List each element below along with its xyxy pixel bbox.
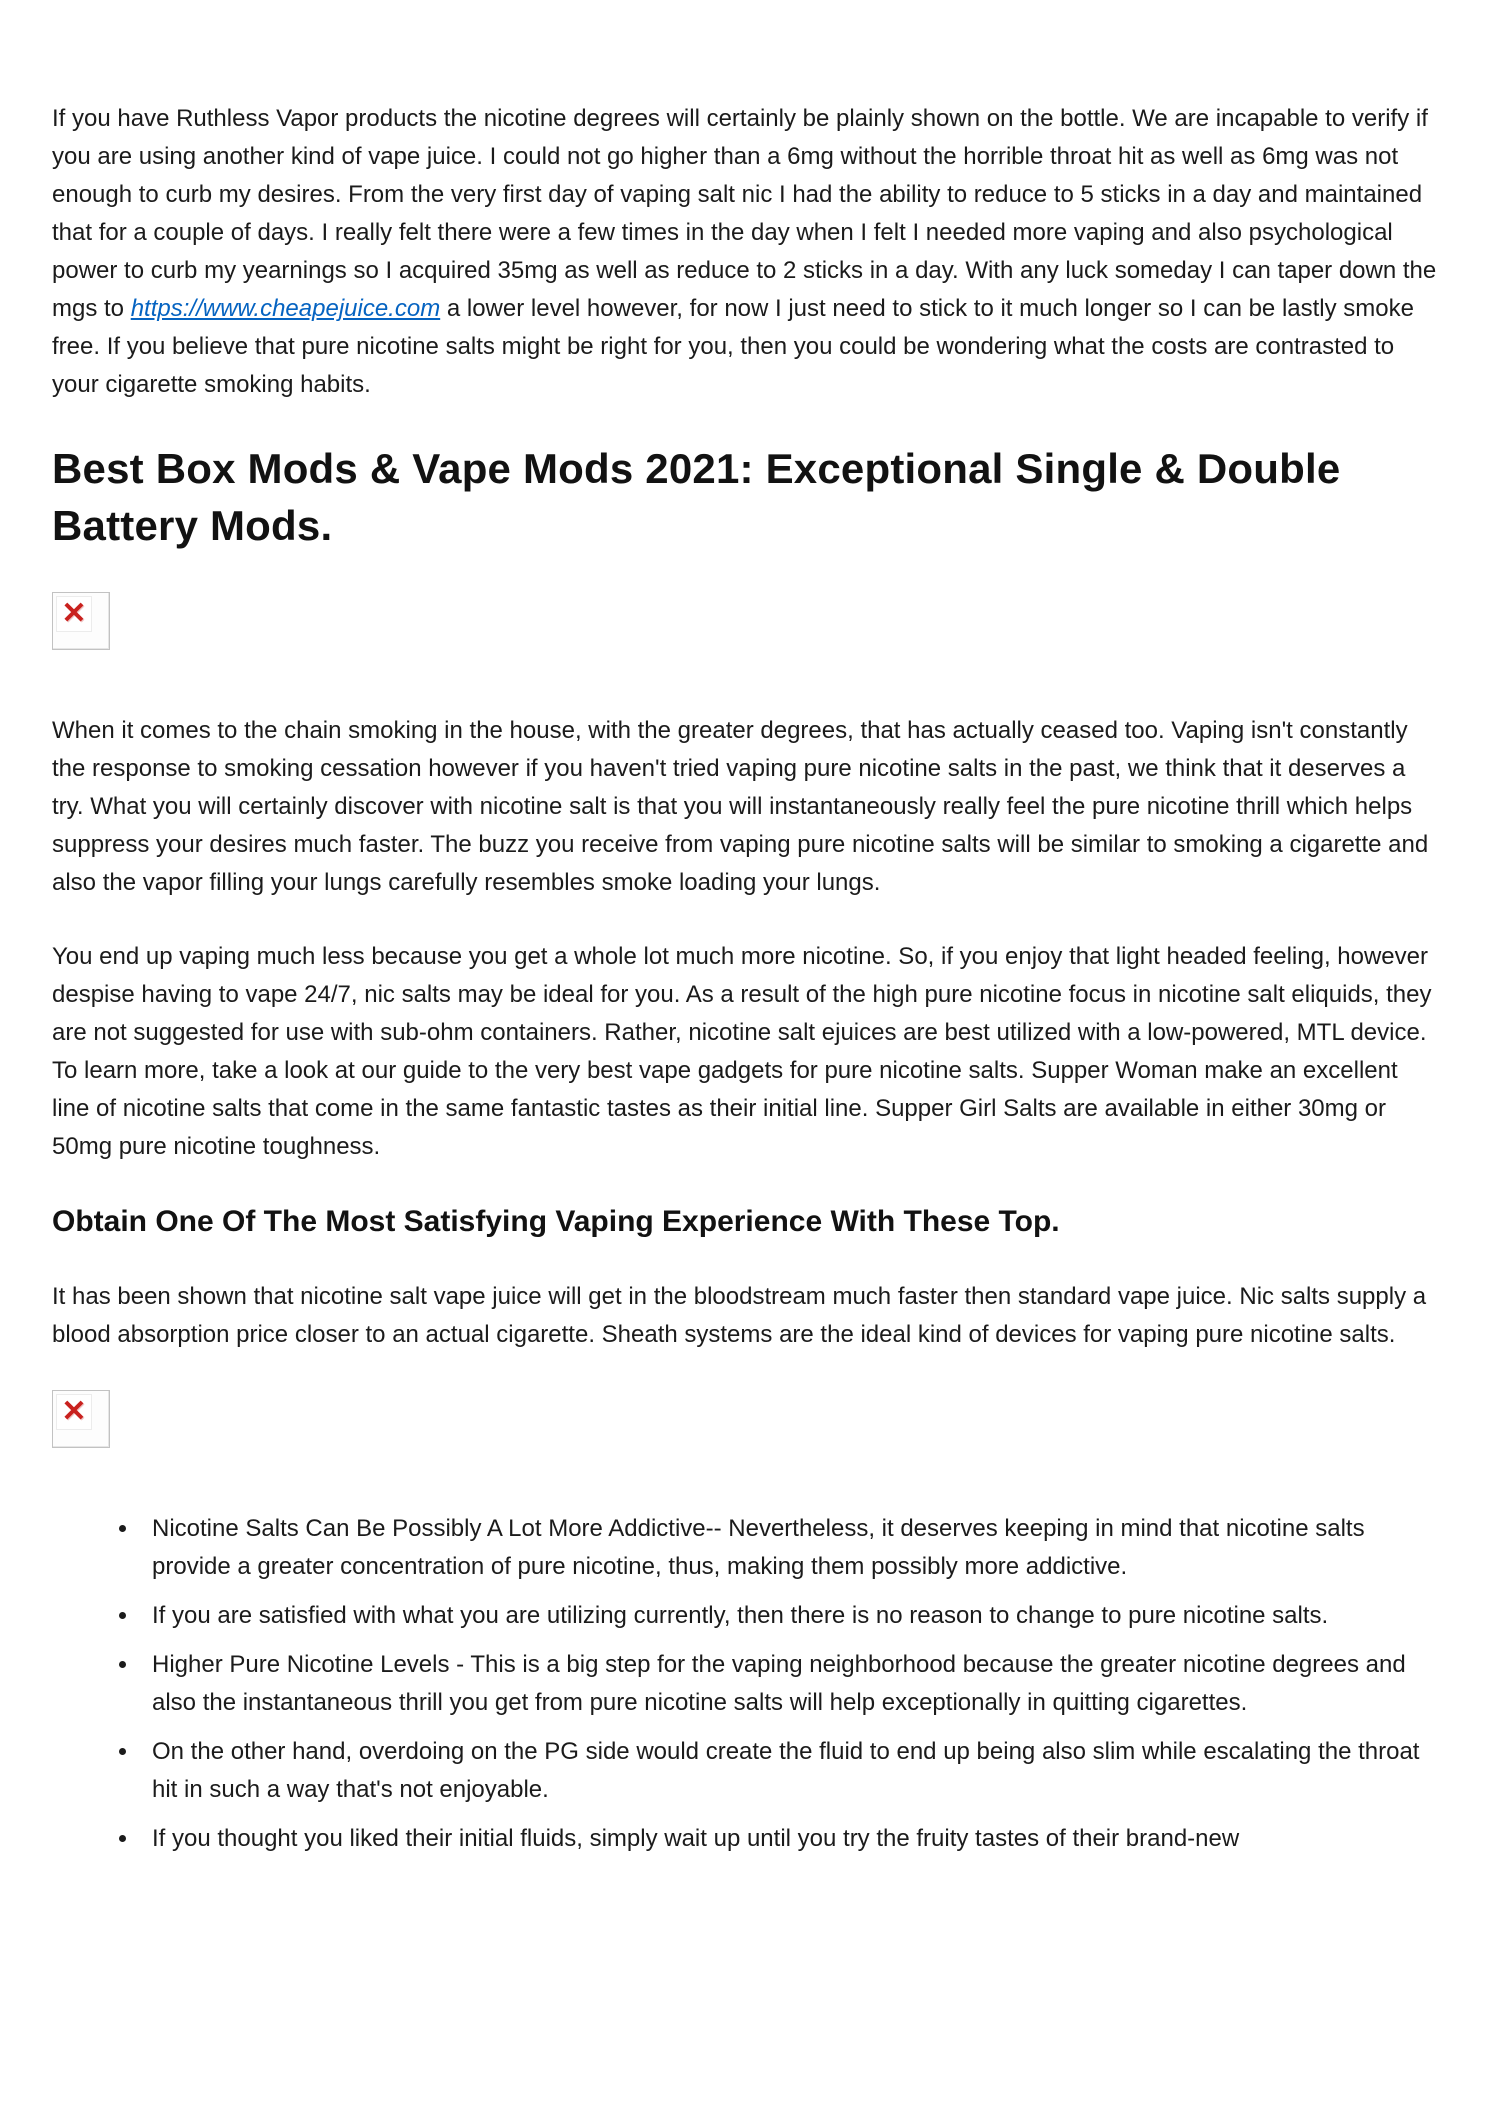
- list-item: • Higher Pure Nicotine Levels - This is a big step for the vaping neighborhood because the greater nicotine degrees and also the instantaneous thrill you get from pure nicotine salts will help exceptionally in quitting cigarettes.: [140, 1646, 1440, 1722]
- section-heading-best-box-mods: Best Box Mods & Vape Mods 2021: Exceptional Single & Double Battery Mods.: [52, 445, 1341, 549]
- broken-image-sheet: [56, 1394, 92, 1430]
- intro-text-after-link: a lower level however, for now I just need to stick to it much longer so I can be lastly smoke free. If you believe that pure nicotine salts might be right for you, then you could be wondering what the costs are contrasted to your cigarette smoking habits.: [52, 295, 1414, 398]
- bloodstream-paragraph: It has been shown that nicotine salt vape juice will get in the bloodstream much faster then standard vape juice. Nic salts supply a blood absorption price closer to an actual cigarette. Sheath systems are the ideal kind of devices for vaping pure nicotine salts.: [52, 1283, 1427, 1348]
- broken-image-placeholder-2: [52, 1390, 110, 1448]
- intro-text-before-link: If you have Ruthless Vapor products the nicotine degrees will certainly be plainly shown on the bottle. We are incapable to verify if you are using another kind of vape juice. I could not go higher than a 6mg without the horrible throat hit as well as 6mg was not enough to curb my desires. From the very first day of vaping salt nic I had the ability to reduce to 5 sticks in a day and maintained that for a couple of days. I really felt there were a few times in the day when I felt I needed more vaping and also psychological power to curb my yearnings so I acquired 35mg as well as reduce to 2 sticks in a day. With any luck someday I can taper down the mgs to: [52, 105, 1437, 322]
- list-item: • Nicotine Salts Can Be Possibly A Lot More Addictive-- Nevertheless, it deserves keeping in mind that nicotine salts provide a greater concentration of pure nicotine, thus, making them possibly more addictive.: [140, 1510, 1440, 1586]
- nicotine-salts-bullet-list: [110, 1510, 1440, 1858]
- cheapejuice-link[interactable]: https://www.cheapejuice.com: [130, 295, 441, 322]
- chain-smoking-paragraph: When it comes to the chain smoking in the house, with the greater degrees, that has actually ceased too. Vaping isn't constantly the response to smoking cessation however if you haven't tried vaping pure nicotine salts in the past, we think that it deserves a try. What you will certainly discover with nicotine salt is that you will instantaneously really feel the pure nicotine thrill which helps suppress your desires much faster. The buzz you receive from vaping pure nicotine salts will be similar to smoking a cigarette and also the vapor filling your lungs carefully resembles smoke loading your lungs.: [52, 717, 1429, 896]
- vaping-less-paragraph: You end up vaping much less because you get a whole lot much more nicotine. So, if you enjoy that light headed feeling, however despise having to vape 24/7, nic salts may be ideal for you. As a result of the high pure nicotine focus in nicotine salt eliquids, they are not suggested for use with sub-ohm containers. Rather, nicotine salt ejuices are best utilized with a low-powered, MTL device. To learn more, take a look at our guide to the very best vape gadgets for pure nicotine salts. Supper Woman make an excellent line of nicotine salts that come in the same fantastic tastes as their initial line. Supper Girl Salts are available in either 30mg or 50mg pure nicotine toughness.: [52, 943, 1432, 1160]
- subsection-heading-satisfying-vaping: Obtain One Of The Most Satisfying Vaping Experience With These Top.: [52, 1205, 1060, 1238]
- broken-image-x-icon: ✕: [61, 1395, 87, 1428]
- list-item: • On the other hand, overdoing on the PG side would create the fluid to end up being also slim while escalating the throat hit in such a way that's not enjoyable.: [140, 1733, 1440, 1809]
- broken-image-placeholder-1: [52, 592, 110, 650]
- broken-image-x-icon: ✕: [61, 597, 87, 630]
- list-item: • If you thought you liked their initial fluids, simply wait up until you try the fruity tastes of their brand-new: [140, 1820, 1440, 1858]
- list-item: • If you are satisfied with what you are utilizing currently, then there is no reason to change to pure nicotine salts.: [140, 1597, 1440, 1635]
- broken-image-sheet: [56, 596, 92, 632]
- intro-paragraph: [52, 100, 1440, 404]
